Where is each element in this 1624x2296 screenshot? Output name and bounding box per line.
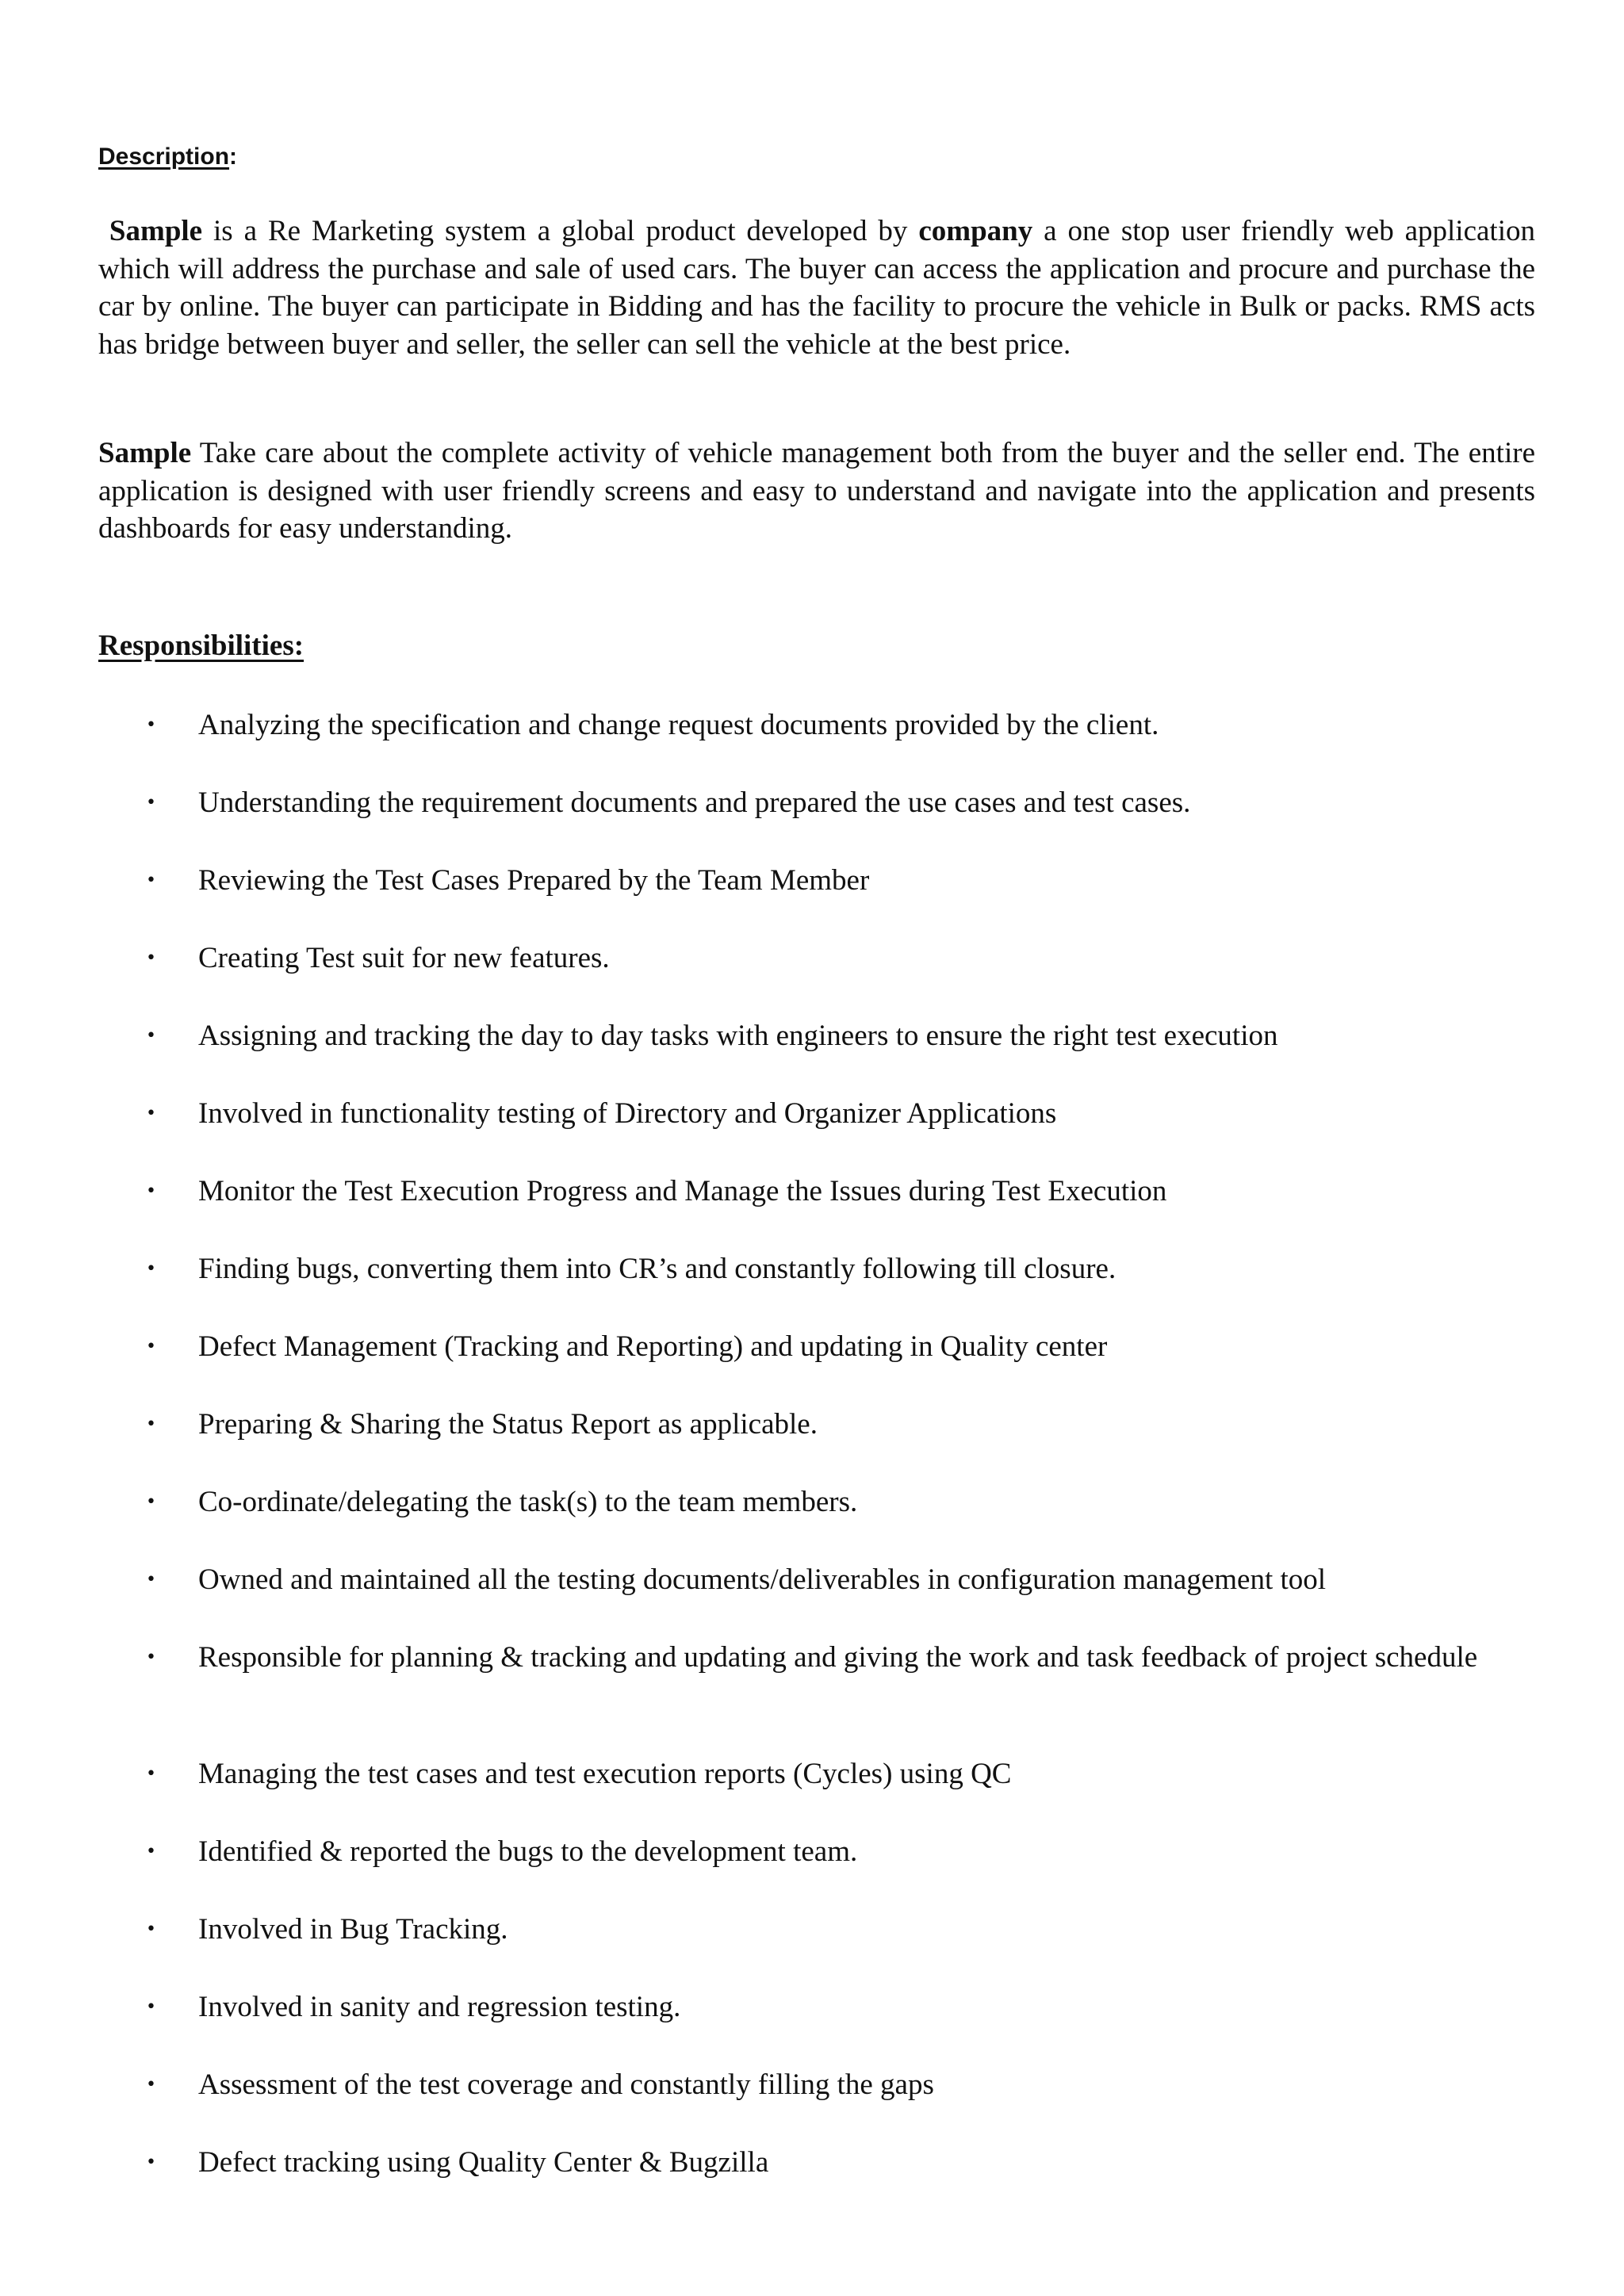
list-item-text: Understanding the requirement documents and prepared the use cases and test cases. — [198, 786, 1191, 819]
list-item-text: Managing the test cases and test execution reports (Cycles) using QC — [198, 1758, 1012, 1790]
responsibilities-heading: Responsibilities: — [98, 629, 304, 662]
bullet-icon: • — [146, 1104, 156, 1123]
para1-text-a: is a Re Marketing system a global product developed by — [202, 215, 919, 247]
list-item-text: Analyzing the specification and change request documents provided by the client. — [198, 709, 1159, 741]
bullet-icon: • — [146, 1259, 156, 1279]
list-item-text: Reviewing the Test Cases Prepared by the Team Member — [198, 864, 870, 897]
bullet-icon: • — [146, 2152, 156, 2172]
bullet-icon: • — [146, 715, 156, 735]
bullet-icon: • — [146, 1492, 156, 1512]
list-item-text: Creating Test suit for new features. — [198, 942, 610, 974]
sample-bold: Sample — [98, 437, 192, 469]
bullet-icon: • — [146, 1997, 156, 2017]
bullet-icon: • — [146, 1570, 156, 1590]
list-item-text: Co-ordinate/delegating the task(s) to the team members. — [198, 1486, 858, 1518]
list-item-text: Assessment of the test coverage and constantly filling the gaps — [198, 2068, 934, 2101]
list-item-text: Assigning and tracking the day to day tasks with engineers to ensure the right test execution — [198, 1020, 1278, 1052]
list-item-text: Involved in functionality testing of Directory and Organizer Applications — [198, 1097, 1057, 1130]
list-item-text: Defect tracking using Quality Center & Bugzilla — [198, 2146, 769, 2179]
bullet-icon: • — [146, 1414, 156, 1434]
bullet-icon: • — [146, 1842, 156, 1862]
para2-text: Take care about the complete activity of vehicle management both from the buyer and the seller end. The entire application is designed with user friendly screens and easy to understand and navigate into the application and presents dashboards for easy understanding. — [98, 437, 1535, 545]
bullet-icon: • — [146, 1026, 156, 1046]
bullet-icon: • — [146, 793, 156, 813]
description-heading-colon: : — [229, 144, 238, 170]
list-item-text: Involved in sanity and regression testing. — [198, 1991, 681, 2023]
bullet-icon: • — [146, 948, 156, 968]
company-bold: company — [918, 215, 1033, 247]
bullet-icon: • — [146, 2075, 156, 2095]
bullet-icon: • — [146, 871, 156, 890]
bullet-icon: • — [146, 1337, 156, 1357]
list-item-text: Defect Management (Tracking and Reporting) and updating in Quality center — [198, 1330, 1108, 1363]
list-item-text: Identified & reported the bugs to the development team. — [198, 1835, 858, 1868]
list-item-text: Preparing & Sharing the Status Report as applicable. — [198, 1408, 818, 1441]
sample-bold: Sample — [109, 215, 203, 247]
list-item-text: Involved in Bug Tracking. — [198, 1913, 508, 1946]
bullet-icon: • — [146, 1181, 156, 1201]
bullet-icon: • — [146, 1647, 156, 1667]
para1-text-b: a one stop user friendly web application which will address the purchase and sale of used cars. The buyer can access the application and procure and purchase the car by online. The buyer can participate in Bidding and has the facility to procure the vehicle in Bulk or packs. RMS acts has bridge between buyer and seller, the seller can sell the vehicle at the best price. — [98, 215, 1535, 361]
bullet-icon: • — [146, 1764, 156, 1784]
bullet-icon: • — [146, 1919, 156, 1939]
list-item-text: Monitor the Test Execution Progress and Manage the Issues during Test Execution — [198, 1175, 1167, 1207]
list-item-text: Owned and maintained all the testing documents/deliverables in configuration management tool — [198, 1563, 1327, 1596]
list-item-text: Responsible for planning & tracking and updating and giving the work and task feedback of project schedule — [198, 1641, 1478, 1674]
list-item-text: Finding bugs, converting them into CR’s and constantly following till closure. — [198, 1253, 1116, 1285]
description-heading-text: Description — [98, 144, 230, 170]
